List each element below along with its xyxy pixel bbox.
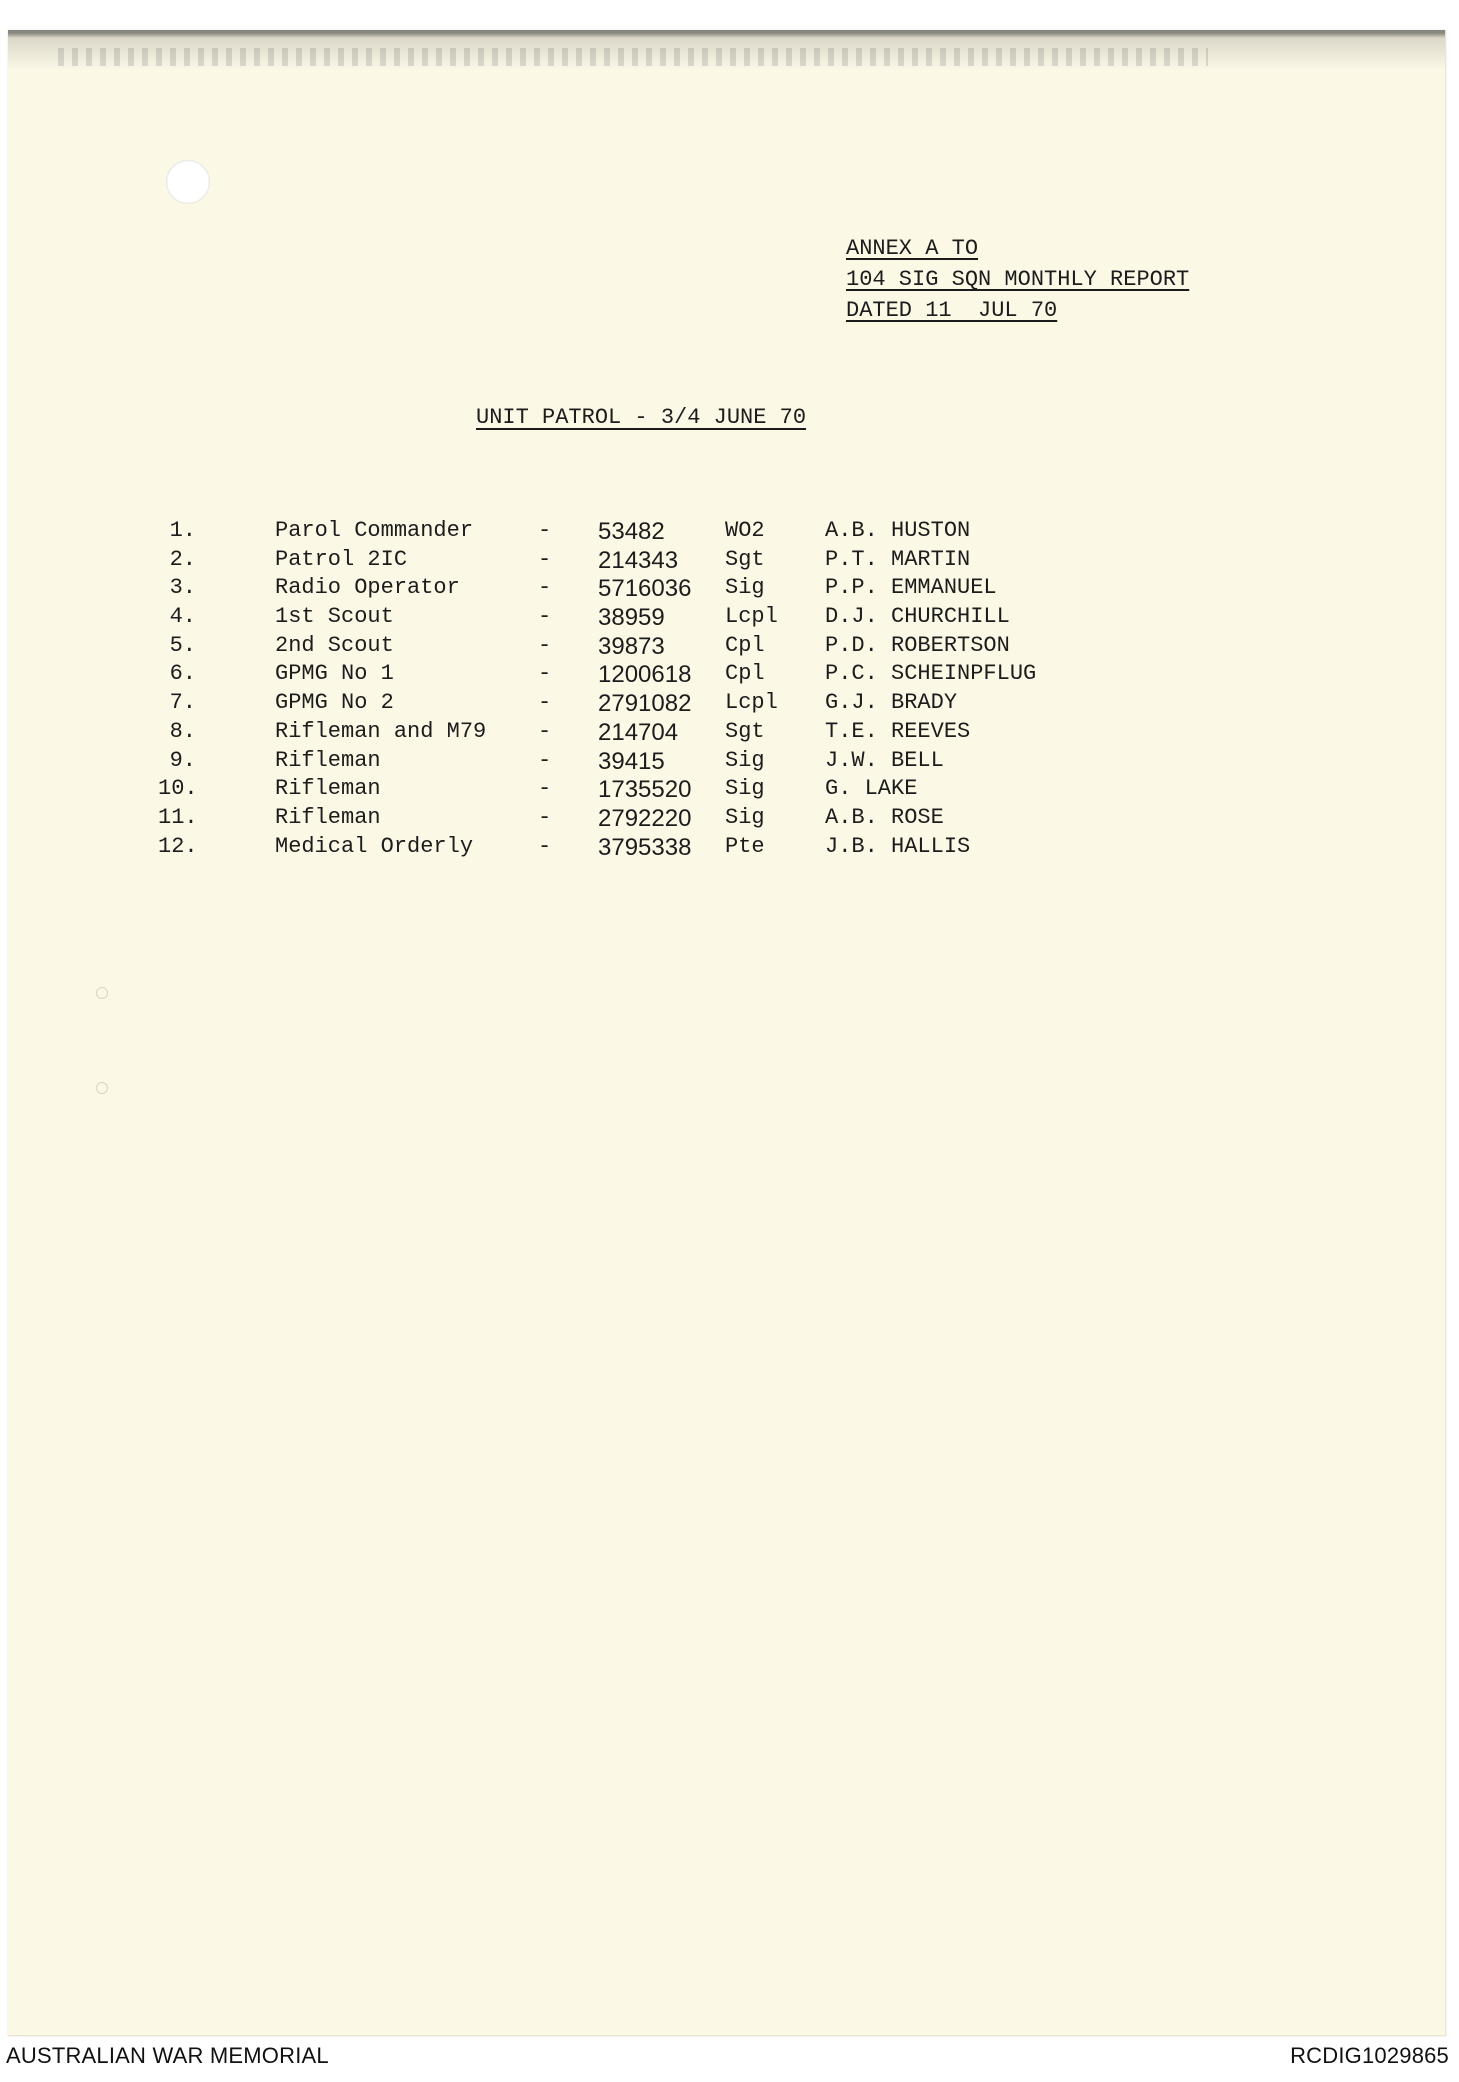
roster-row [158, 518, 1078, 547]
roster-number: 9. [169, 747, 196, 773]
roster-number: 4. [169, 604, 196, 630]
roster-rank: Cpl [725, 632, 765, 658]
roster-row [158, 604, 1078, 633]
roster-dash: - [538, 632, 552, 658]
roster-number: 6. [169, 661, 196, 687]
roster-number: 3. [169, 575, 196, 601]
roster-rank: Lcpl [725, 604, 778, 630]
roster-rank: Sig [725, 804, 765, 830]
roster-rank: Sgt [725, 718, 765, 744]
footer-record-id: RCDIG1029865 [1290, 2043, 1449, 2068]
footer-archive-name: AUSTRALIAN WAR MEMORIAL [6, 2043, 329, 2068]
roster-rank: Pte [725, 833, 765, 859]
roster-row [158, 661, 1078, 690]
roster-row [158, 748, 1078, 777]
document-title: UNIT PATROL - 3/4 JUNE 70 [476, 405, 807, 430]
paper-mark [96, 987, 108, 999]
roster-rank: Sig [725, 747, 765, 773]
roster-role: Medical Orderly [275, 833, 474, 859]
roster-name: P.P. EMMANUEL [825, 575, 997, 601]
roster-dash: - [538, 718, 552, 744]
roster-role: Rifleman [275, 776, 381, 802]
annex-line-3: DATED 11 JUL 70 [846, 298, 1058, 323]
roster-role: Rifleman [275, 804, 381, 830]
patrol-roster [158, 518, 1078, 862]
roster-name: G. LAKE [825, 776, 918, 802]
roster-name: P.T. MARTIN [825, 546, 971, 572]
roster-service-number: 5716036 [598, 575, 692, 603]
roster-row [158, 547, 1078, 576]
roster-dash: - [538, 518, 552, 543]
roster-row [158, 834, 1078, 863]
roster-service-number: 3795338 [598, 833, 692, 861]
roster-dash: - [538, 575, 552, 601]
roster-service-number: 53482 [598, 518, 665, 545]
roster-role: Rifleman [275, 747, 381, 773]
page-top-edge-smudge [58, 48, 1208, 66]
roster-role: 2nd Scout [275, 632, 394, 658]
roster-role: GPMG No 2 [275, 690, 394, 716]
roster-role: Patrol 2IC [275, 546, 408, 572]
annex-line-2: 104 SIG SQN MONTHLY REPORT [846, 267, 1190, 292]
roster-row [158, 690, 1078, 719]
roster-rank: Lcpl [725, 690, 778, 716]
roster-dash: - [538, 776, 552, 802]
roster-role: Radio Operator [275, 575, 460, 601]
roster-service-number: 2792220 [598, 804, 692, 832]
roster-number: 5. [169, 632, 196, 658]
roster-rank: WO2 [725, 518, 765, 543]
roster-name: J.B. HALLIS [825, 833, 971, 859]
roster-row [158, 575, 1078, 604]
roster-name: J.W. BELL [825, 747, 944, 773]
roster-name: A.B. HUSTON [825, 518, 971, 543]
roster-number: 7. [169, 690, 196, 716]
roster-rank: Cpl [725, 661, 765, 687]
roster-number: 1. [169, 518, 196, 543]
roster-service-number: 1200618 [598, 661, 692, 689]
roster-role: 1st Scout [275, 604, 394, 630]
roster-name: P.C. SCHEINPFLUG [825, 661, 1037, 687]
roster-role: Rifleman and M79 [275, 718, 487, 744]
roster-service-number: 39873 [598, 632, 665, 660]
roster-rank: Sig [725, 776, 765, 802]
roster-row [158, 805, 1078, 834]
roster-service-number: 38959 [598, 604, 665, 632]
roster-dash: - [538, 690, 552, 716]
roster-service-number: 1735520 [598, 776, 692, 804]
roster-number: 11. [158, 804, 198, 830]
roster-rank: Sgt [725, 546, 765, 572]
punch-hole [166, 160, 210, 204]
roster-row [158, 719, 1078, 748]
roster-number: 10. [158, 776, 198, 802]
roster-number: 8. [169, 718, 196, 744]
roster-service-number: 214704 [598, 718, 679, 746]
roster-name: P.D. ROBERTSON [825, 632, 1010, 658]
roster-number: 2. [169, 546, 196, 572]
roster-name: D.J. CHURCHILL [825, 604, 1010, 630]
roster-name: T.E. REEVES [825, 718, 971, 744]
roster-dash: - [538, 546, 552, 572]
roster-service-number: 2791082 [598, 690, 692, 718]
roster-service-number: 214343 [598, 546, 679, 574]
paper-mark [96, 1082, 108, 1094]
annex-line-1: ANNEX A TO [846, 236, 979, 261]
roster-row [158, 633, 1078, 662]
document-page [8, 30, 1446, 2036]
roster-role: GPMG No 1 [275, 661, 394, 687]
roster-dash: - [538, 833, 552, 859]
roster-number: 12. [158, 833, 198, 859]
roster-row [158, 776, 1078, 805]
roster-dash: - [538, 604, 552, 630]
roster-dash: - [538, 661, 552, 687]
roster-dash: - [538, 804, 552, 830]
roster-dash: - [538, 747, 552, 773]
roster-name: A.B. ROSE [825, 804, 944, 830]
roster-name: G.J. BRADY [825, 690, 958, 716]
roster-rank: Sig [725, 575, 765, 601]
roster-role: Parol Commander [275, 518, 474, 543]
roster-service-number: 39415 [598, 747, 665, 775]
annex-header [846, 233, 1189, 326]
